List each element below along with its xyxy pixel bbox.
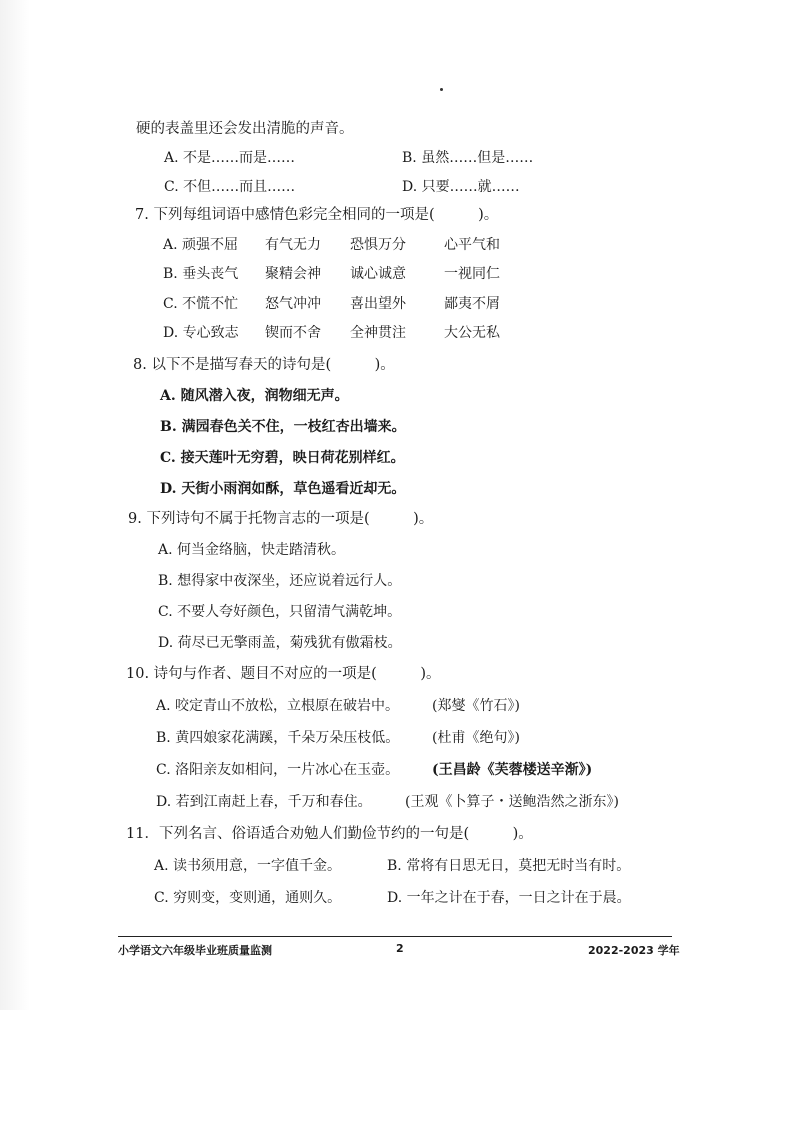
- footer-page-number: 2: [396, 942, 404, 955]
- q6-option-a: A. 不是……而是……: [164, 150, 296, 166]
- q10-option-b-source: (杜甫《绝句》): [432, 730, 520, 746]
- q10-stem: 10. 诗句与作者、题目不对应的一项是( )。: [126, 666, 441, 682]
- q6-option-c: C. 不但……而且……: [164, 179, 296, 195]
- scan-edge-shadow: [0, 0, 30, 1010]
- scan-speck: [440, 88, 443, 91]
- q7-row-a-label: A. 顽强不屈: [163, 237, 239, 253]
- q11-option-a: A. 读书须用意，一字值千金。: [154, 858, 342, 874]
- q8-option-d: D. 天街小雨润如酥，草色遥看近却无。: [160, 481, 406, 497]
- q7-row-c-label: C. 不慌不忙: [163, 296, 239, 312]
- q10-option-a: A. 咬定青山不放松，立根原在破岩中。: [156, 698, 400, 714]
- q7-row-c-word: 喜出望外: [350, 296, 406, 312]
- q7-row-b-label: B. 垂头丧气: [163, 266, 239, 282]
- q10-option-d: D. 若到江南赶上春，千万和春住。: [156, 794, 372, 810]
- q7-row-b-word: 聚精会神: [265, 266, 321, 282]
- q8-option-c: C. 接天莲叶无穷碧，映日荷花别样红。: [160, 450, 405, 466]
- q7-row-d-word: 大公无私: [444, 325, 500, 341]
- intro-line: 硬的表盖里还会发出清脆的声音。: [136, 121, 354, 137]
- q7-row-a-word: 有气无力: [265, 237, 321, 253]
- q7-row-c-word: 鄙夷不屑: [444, 296, 500, 312]
- q9-option-a: A. 何当金络脑，快走踏清秋。: [158, 542, 346, 558]
- q9-option-b: B. 想得家中夜深坐，还应说着远行人。: [158, 573, 402, 589]
- q10-option-d-source: (王观《卜算子・送鲍浩然之浙东》): [405, 794, 619, 810]
- q7-row-a-word: 恐惧万分: [350, 237, 406, 253]
- q11-option-b: B. 常将有日思无日，莫把无时当有时。: [387, 858, 631, 874]
- q6-option-b: B. 虽然……但是……: [402, 150, 534, 166]
- q10-option-b: B. 黄四娘家花满蹊，千朵万朵压枝低。: [156, 730, 400, 746]
- q7-row-b-word: 一视同仁: [444, 266, 500, 282]
- q9-option-c: C. 不要人夸好颜色，只留清气满乾坤。: [158, 604, 402, 620]
- q8-option-b: B. 满园春色关不住，一枝红杏出墙来。: [160, 419, 406, 435]
- q10-option-c-source: (王昌龄《芙蓉楼送辛渐》): [432, 762, 593, 778]
- q7-row-c-word: 怒气冲冲: [265, 296, 321, 312]
- footer-school-year: 2022-2023 学年: [588, 944, 680, 957]
- q8-option-a: A. 随风潜入夜，润物细无声。: [160, 388, 349, 404]
- q10-option-c: C. 洛阳亲友如相问，一片冰心在玉壶。: [156, 762, 400, 778]
- q6-option-d: D. 只要……就……: [402, 179, 520, 195]
- q11-stem: 11．下列名言、俗语适合劝勉人们勤俭节约的一句是( )。: [126, 826, 533, 842]
- q7-row-d-word: 锲而不舍: [265, 325, 321, 341]
- q7-row-d-label: D. 专心致志: [163, 325, 239, 341]
- q7-row-d-word: 全神贯注: [350, 325, 406, 341]
- q11-option-d: D. 一年之计在于春，一日之计在于晨。: [387, 890, 631, 906]
- q10-option-a-source: (郑燮《竹石》): [432, 698, 520, 714]
- q7-row-a-word: 心平气和: [444, 237, 500, 253]
- q7-row-b-word: 诚心诚意: [350, 266, 406, 282]
- q9-option-d: D. 荷尽已无擎雨盖，菊残犹有傲霜枝。: [158, 635, 402, 651]
- footer-exam-title: 小学语文六年级毕业班质量监测: [118, 944, 272, 957]
- footer-rule: [118, 936, 672, 937]
- q9-stem: 9. 下列诗句不属于托物言志的一项是( )。: [128, 511, 434, 527]
- q11-option-c: C. 穷则变，变则通，通则久。: [154, 890, 342, 906]
- q8-stem: 8. 以下不是描写春天的诗句是( )。: [133, 357, 395, 373]
- q7-stem: 7. 下列每组词语中感情色彩完全相同的一项是( )。: [135, 207, 499, 223]
